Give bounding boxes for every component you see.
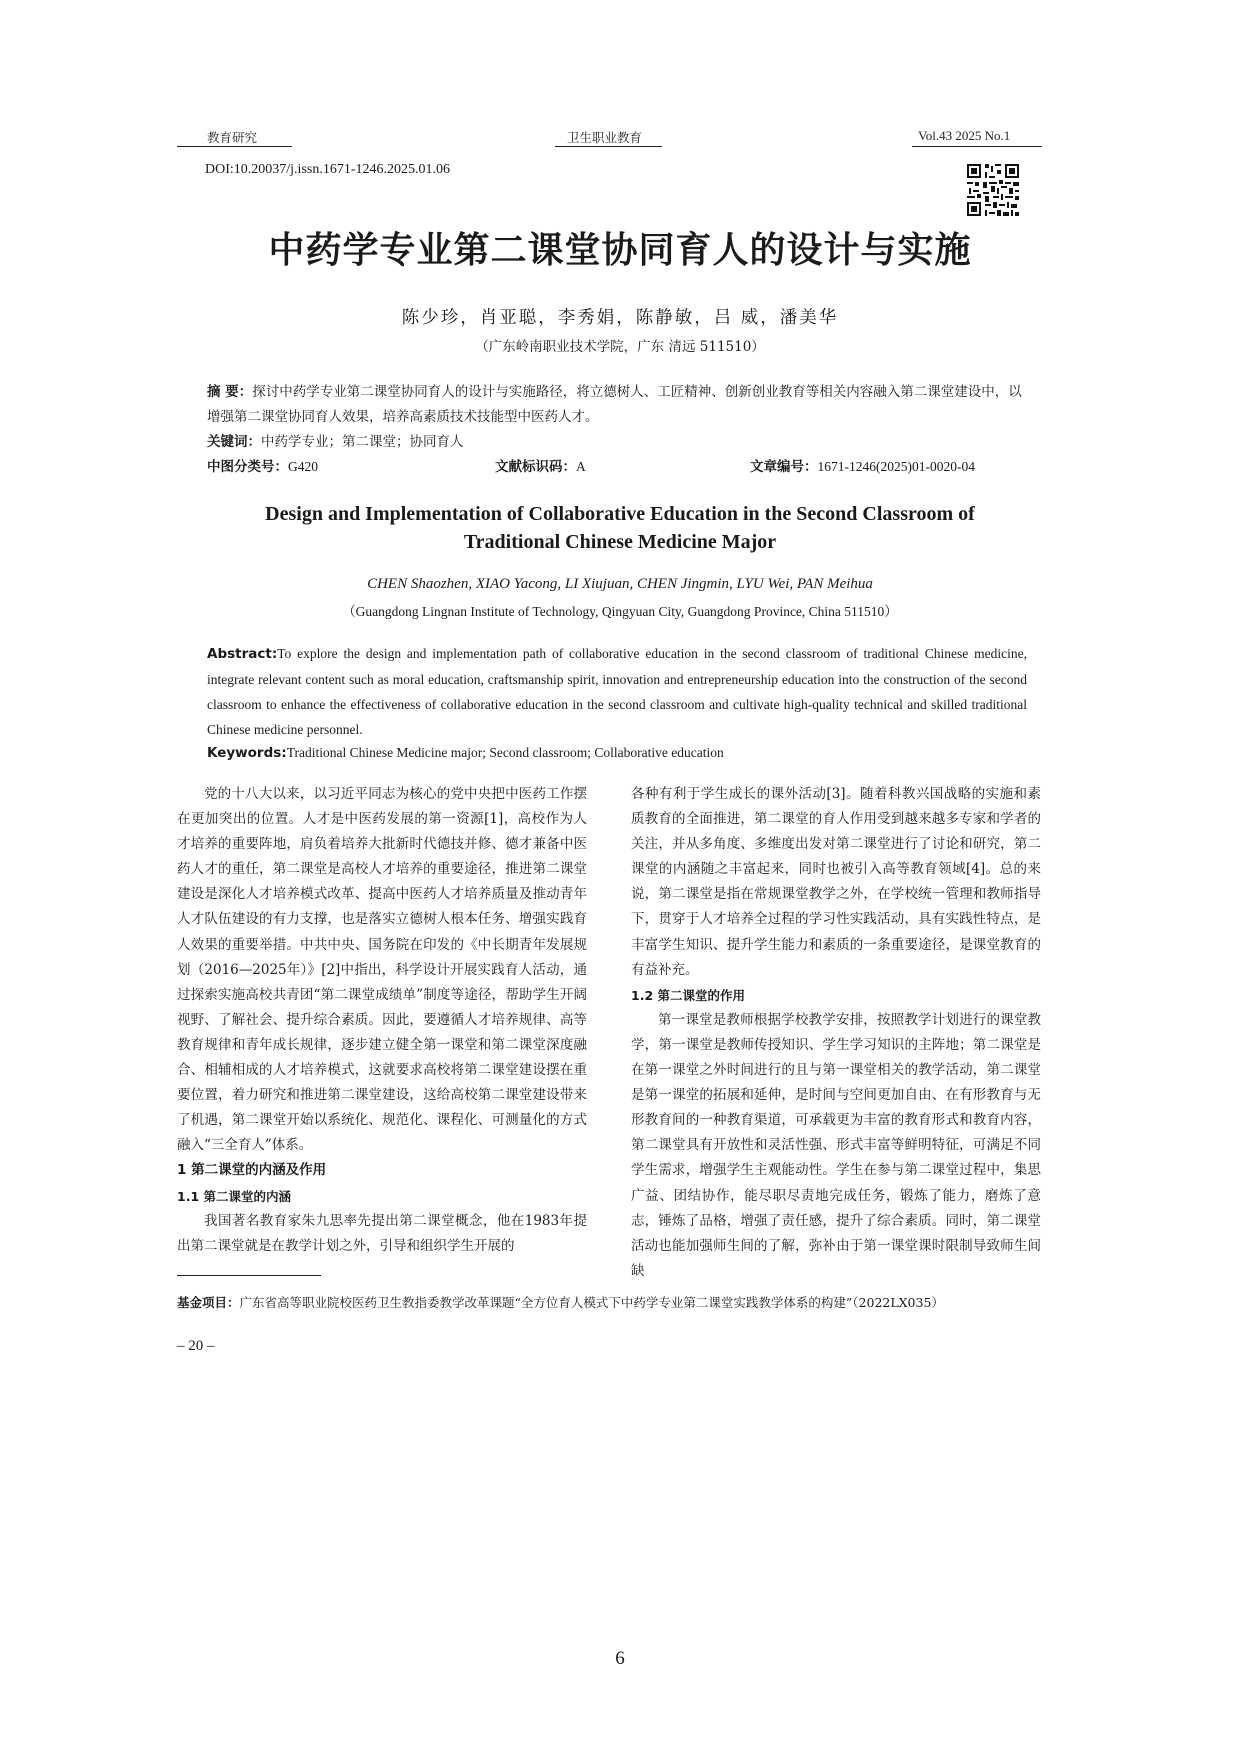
clc-label: 中图分类号： [207,459,288,475]
body-column-left [177,782,587,1259]
title-cn: 中药学专业第二课堂协同育人的设计与实施 [268,230,972,271]
section-heading: 1 第二课堂的内涵及作用 [177,1162,327,1179]
title-en-line1: Design and Implementation of Collaborative Education in the Second Classroom of [265,503,975,525]
affiliation-en: （Guangdong Lingnan Institute of Technology, Qingyuan City, Guangdong Province, China 511510） [342,604,898,619]
keywords-en-text: Traditional Chinese Medicine major; Second classroom; Collaborative education [286,745,724,760]
abstract-en-label: Abstract: [207,646,278,662]
article-number [750,455,975,475]
art-label: 文章编号： [750,459,818,475]
subsection-heading: 1.2 第二课堂的作用 [631,987,745,1003]
authors-en: CHEN Shaozhen, XIAO Yacong, LI Xiujuan, CHEN Jingmin, LYU Wei, PAN Meihua [367,576,873,592]
header-rule-right [912,146,1042,147]
keywords-cn-text: 中药学专业；第二课堂；协同育人 [261,434,464,450]
header-journal: 卫生职业教育 [567,130,643,145]
funding-text: 广东省高等职业院校医药卫生教指委教学改革课题“全方位育人模式下中药学专业第二课堂实践教学体系的构建”（2022LX035） [239,1295,944,1310]
header-rule-left [177,146,292,147]
subsection-heading: 1.1 第二课堂的内涵 [177,1188,291,1204]
abstract-cn-label: 摘 要： [207,384,253,400]
doc-value: A [576,459,586,474]
abstract-cn [207,380,1029,430]
authors-cn: 陈少珍，肖亚聪，李秀娟，陈静敏，吕 威，潘美华 [401,308,839,328]
affiliation-cn: （广东岭南职业技术学院，广东 清远 511510） [475,339,765,355]
page-number: – 20 – [177,1338,215,1354]
funding-label: 基金项目： [177,1295,240,1310]
body-paragraph: 我国著名教育家朱九思率先提出第二课堂概念，他在1983年提出第二课堂就是在教学计划之外，引导和组织学生开展的 [177,1212,587,1254]
abstract-en [207,641,1027,742]
qr-code-icon [965,162,1021,218]
keywords-en [207,740,1027,766]
title-en-line2: Traditional Chinese Medicine Major [463,531,777,553]
body-paragraph: 党的十八大以来，以习近平同志为核心的党中央把中医药工作摆在更加突出的位置。人才是中医药发展的第一资源[1]，高校作为人才培养的重要阵地，肩负着培养大批新时代德技并修、德才兼备中医药人才的重任，第二课堂是高校人才培养的重要途径，推进第二课堂建设是深化人才培养模式改革、提高中医药人才培养质量及推动青年人才队伍建设的有力支撑，也是落实立德树人根本任务、增强实践育人效果的重要举措。中共中央、国务院在印发的《中长期青年发展规划（2016—2025年）》[2]中指出，科学设计开展实践育人活动，通过探索实施高校共青团“第二课堂成绩单”制度等途径，帮助学生开阔视野、了解社会、提升综合素质。因此，要遵循人才培养规律、高等教育规律和青年成长规律，逐步建立健全第一课堂和第二课堂深度融合、相辅相成的人才培养模式，这就要求高校将第二课堂建设摆在重要位置，着力研究和推进第二课堂建设，这给高校第二课堂建设带来了机遇，第二课堂开始以系统化、规范化、课程化、可测量化的方式融入“三全育人”体系。 [177,786,587,1154]
keywords-en-label: Keywords: [207,745,287,761]
body-paragraph: 各种有利于学生成长的课外活动[3]。随着科教兴国战略的实施和素质教育的全面推进，第二课堂的育人作用受到越来越多专家和学者的关注，并从多角度、多维度出发对第二课堂进行了讨论和研究，第二课堂的内涵随之丰富起来，同时也被引入高等教育领域[4]。总的来说，第二课堂是指在常规课堂教学之外，在学校统一管理和教师指导下，贯穿于人才培养全过程的学习性实践活动，具有实践性特点，是丰富学生知识、提升学生能力和素质的一条重要途径，是课堂教育的有益补充。 [631,786,1041,978]
doi: DOI:10.20037/j.issn.1671-1246.2025.01.06 [205,162,450,177]
pdf-page-number: 6 [615,1648,625,1669]
clc-value: G420 [288,459,318,474]
clc-number [207,455,318,475]
abstract-cn-text: 探讨中药学专业第二课堂协同育人的设计与实施路径，将立德树人、工匠精神、创新创业教育等相关内容融入第二课堂建设中，以增强第二课堂协同育人效果，培养高素质技术技能型中医药人才。 [207,384,1022,425]
title-en [0,500,1240,556]
body-paragraph: 第一课堂是教师根据学校教学安排，按照教学计划进行的课堂教学，第一课堂是教师传授知识、学生学习知识的主阵地；第二课堂是在第一课堂之外时间进行的且与第一课堂相关的教学活动，第二课堂是第一课堂的拓展和延伸，是时间与空间更加自由、在有形教育与无形教育间的一种教育渠道，可承载更为丰富的教育形式和教育内容，第二课堂具有开放性和灵活性强、形式丰富等鲜明特征，可满足不同学生需求，增强学生主观能动性。学生在参与第二课堂过程中，集思广益、团结协作，能尽职尽责地完成任务，锻炼了能力，磨炼了意志，锤炼了品格，增强了责任感，提升了综合素质。同时，第二课堂活动也能加强师生间的了解，弥补由于第一课堂课时限制导致师生间缺 [631,1011,1041,1279]
header-section: 教育研究 [207,130,258,145]
art-value: 1671-1246(2025)01-0020-04 [817,459,975,474]
keywords-cn [207,430,1029,455]
funding-footnote [177,1293,1057,1311]
header-rule-center [555,146,662,147]
header-volume: Vol.43 2025 No.1 [918,128,1011,143]
body-column-right [631,782,1041,1284]
keywords-cn-label: 关键词： [207,434,261,450]
abstract-en-text: To explore the design and implementation path of collaborative education in the second classroom of traditional Chinese medicine, integrate relevant content such as moral education, craftsmanship spirit, innovation and entrepreneurship education into the construction of the second classroom to enhance the effectiveness of collaborative education in the second classroom and cultivate high-quality technical and skilled traditional Chinese medicine personnel. [207,646,1027,737]
footnote-rule [177,1275,321,1276]
document-code [495,455,586,475]
doc-label: 文献标识码： [495,459,576,475]
